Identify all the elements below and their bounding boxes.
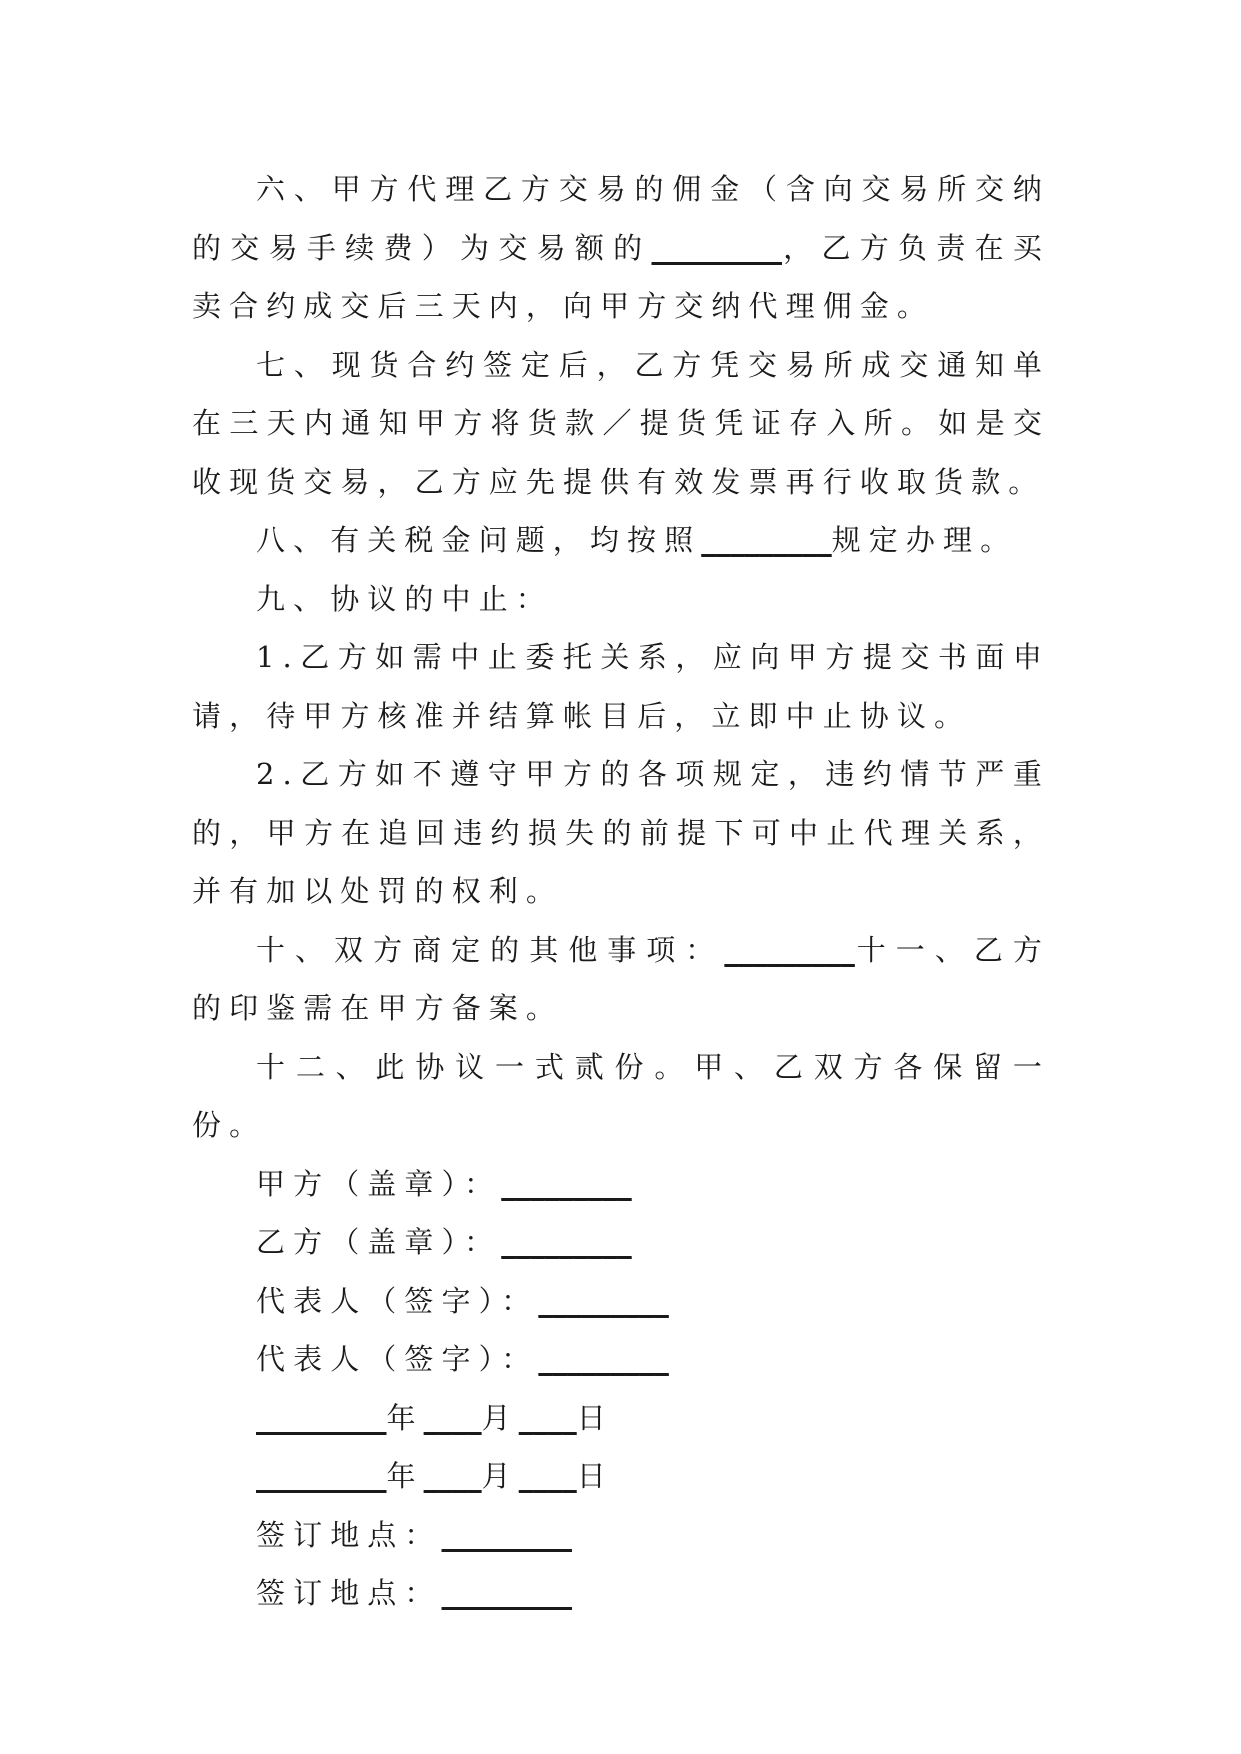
signing-place-line-2 bbox=[192, 1564, 1050, 1623]
other-matters-blank: _________ bbox=[724, 932, 855, 967]
clause-9-item-2: 2.乙方如不遵守甲方的各项规定，违约情节严重的，甲方在追回违约损失的前提下可中止代理关系，并有加以处罚的权利。 bbox=[192, 757, 1050, 908]
day-blank: ____ bbox=[518, 1459, 577, 1493]
day-blank: ____ bbox=[518, 1400, 577, 1435]
clause-8-text: 八、有关税金问题，均按照 bbox=[256, 523, 702, 557]
representative-sign-blank: _________ bbox=[538, 1342, 669, 1376]
signing-place-blank: _________ bbox=[441, 1517, 573, 1552]
clause-9-item-1: 1.乙方如需中止委托关系，应向甲方提交书面申请，待甲方核准并结算帐目后，立即中止协议。 bbox=[192, 640, 1050, 733]
date-line-1 bbox=[192, 1389, 1050, 1448]
party-a-seal-label: 甲方（盖章）： bbox=[256, 1166, 502, 1201]
party-a-seal-blank: _________ bbox=[501, 1166, 632, 1201]
clause-8-text-cont: 规定办理。 bbox=[831, 523, 1018, 557]
party-b-seal-blank: _________ bbox=[501, 1225, 632, 1259]
year-label: 年 bbox=[386, 1459, 424, 1493]
party-b-seal-label: 乙方（盖章）： bbox=[256, 1225, 502, 1259]
date-line-2 bbox=[192, 1447, 1050, 1506]
clause-9-heading: 九、协议的中止： bbox=[256, 581, 553, 616]
year-blank: _________ bbox=[256, 1400, 387, 1435]
representative-sign-line-1 bbox=[192, 1272, 1050, 1331]
month-label: 月 bbox=[481, 1459, 519, 1493]
clause-11-text: 十一、乙方的印鉴需在甲方备案。 bbox=[192, 932, 1050, 1025]
clause-7: 七、现货合约签定后，乙方凭交易所成交通知单在三天内通知甲方将货款／提货凭证存入所。如是交收现货交易，乙方应先提供有效发票再行收取货款。 bbox=[192, 347, 1050, 499]
representative-sign-line-2 bbox=[192, 1330, 1050, 1389]
month-label: 月 bbox=[481, 1400, 519, 1435]
tax-rule-blank: _________ bbox=[701, 523, 832, 557]
signing-place-line-1 bbox=[192, 1506, 1050, 1565]
party-b-seal-line bbox=[192, 1213, 1050, 1272]
representative-sign-blank: _________ bbox=[538, 1283, 669, 1318]
year-blank: _________ bbox=[256, 1459, 387, 1493]
commission-rate-blank: _________ bbox=[651, 230, 782, 265]
contract-page bbox=[192, 160, 1050, 1623]
clause-8 bbox=[192, 511, 1050, 570]
representative-sign-label: 代表人（签字）： bbox=[256, 1342, 539, 1376]
representative-sign-label: 代表人（签字）： bbox=[256, 1283, 539, 1318]
clause-6-text-cont: ，乙方负责在买卖合约成交后三天内，向甲方交纳代理佣金。 bbox=[192, 230, 1051, 323]
party-a-seal-line bbox=[192, 1155, 1050, 1214]
clause-10-text: 十、双方商定的其他事项： bbox=[256, 932, 725, 967]
day-label: 日 bbox=[576, 1459, 614, 1493]
year-label: 年 bbox=[386, 1400, 424, 1435]
signing-place-label: 签订地点： bbox=[256, 1517, 442, 1552]
clause-12: 十二、此协议一式贰份。甲、乙双方各保留一份。 bbox=[192, 1049, 1050, 1142]
clause-6 bbox=[192, 160, 1050, 336]
day-label: 日 bbox=[576, 1400, 614, 1435]
clause-6-text: 六、甲方代理乙方交易的佣金（含向交易所交纳的交易手续费）为交易额的 bbox=[192, 172, 1050, 265]
month-blank: ____ bbox=[423, 1459, 482, 1493]
signing-place-label: 签订地点： bbox=[256, 1576, 442, 1610]
clause-10-11 bbox=[192, 921, 1050, 1038]
month-blank: ____ bbox=[423, 1400, 482, 1435]
signing-place-blank: _________ bbox=[441, 1576, 573, 1610]
